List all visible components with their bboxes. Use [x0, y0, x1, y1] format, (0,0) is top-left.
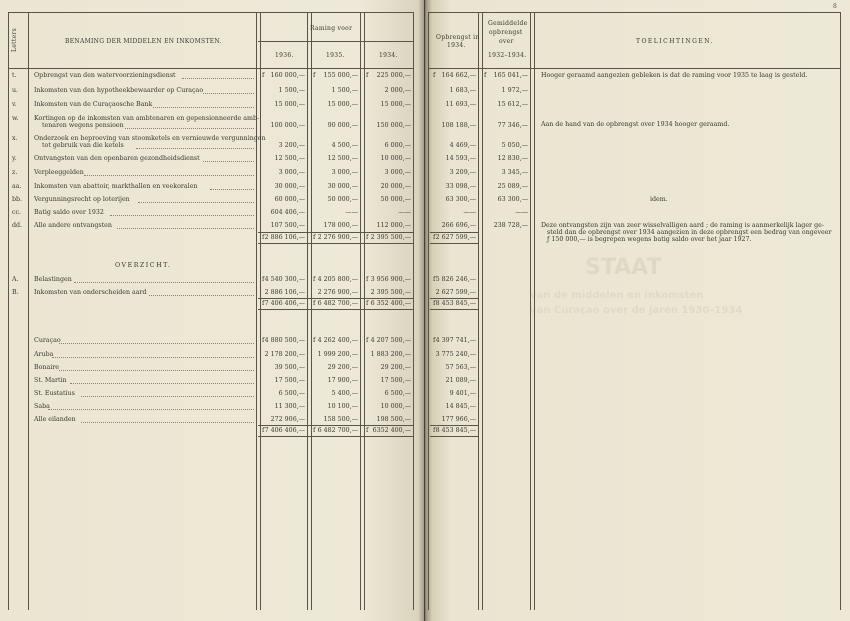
row-letter: dd. [12, 222, 23, 229]
cell-gem: 25 089,— [497, 183, 528, 190]
subtotal-rule-bottom [430, 243, 478, 244]
overzicht-total-rule [430, 298, 478, 299]
header-gemiddelde-4: 1932–1934. [488, 52, 527, 59]
island-cell-opb: 14 845,— [445, 403, 476, 410]
island-name: Bonaire [34, 364, 59, 371]
header-gemiddelde-2: opbrengst [489, 29, 523, 36]
island-cell-c1936: 272 906,— [270, 416, 305, 423]
row-letter: v. [12, 101, 17, 108]
currency-mark: f [433, 427, 436, 434]
island-name: Aruba [34, 351, 54, 358]
island-cell-c1934: 1 883 200,— [370, 351, 411, 358]
subtotal-c1935: 2 276 900,— [317, 234, 358, 241]
subtotal-c1934: 2 395 500,— [370, 234, 411, 241]
cell-c1935: 1 500,— [331, 87, 358, 94]
currency-mark: f [313, 72, 316, 79]
island-cell-c1935: 10 100,— [327, 403, 358, 410]
overzicht-cell-opb: 5 826 246,— [435, 276, 476, 283]
cell-c1935: 15 000,— [327, 101, 358, 108]
currency-mark: f [313, 427, 316, 434]
row-letter: w. [12, 115, 19, 122]
leader-dots [149, 295, 254, 296]
leader-dots [125, 128, 254, 129]
island-total-rule [258, 425, 414, 426]
cell-gem: 12 830,— [497, 155, 528, 162]
island-cell-c1935: 158 500,— [323, 416, 358, 423]
island-name: Alle eilanden [34, 416, 76, 423]
cell-c1935: 155 000,— [323, 72, 358, 79]
row-name: Verpleeggelden [34, 169, 84, 176]
note-dd-line-3: ƒ 150 000,— is begrepen wegens batig saldo over het jaar 1927. [547, 236, 752, 243]
cell-opb: 14 593,— [445, 155, 476, 162]
island-name: St. Martin [34, 377, 67, 384]
subtotal-rule [258, 232, 414, 233]
cell-c1934: 225 000,— [376, 72, 411, 79]
cell-c1935: 50 000,— [327, 196, 358, 203]
leader-dots [203, 161, 254, 162]
overzicht-name: Inkomsten van onderscheiden aard [34, 289, 147, 296]
row-name: Vergunningsrecht op loterijen [34, 196, 130, 203]
row-name: Batig saldo over 1932 [34, 209, 104, 216]
overzicht-name: Belastingen [34, 276, 72, 283]
cell-c1934: 20 000,— [380, 183, 411, 190]
header-letters: Letters [11, 28, 18, 52]
island-total-c1936: 7 406 406,— [264, 427, 305, 434]
row-name: tot gebruik van die ketels [42, 142, 124, 149]
row-letter: aa. [12, 183, 22, 190]
bleed-through-ghost-text-2: van de middelen en inkomsten [530, 290, 704, 301]
cell-opb: 4 469,— [449, 142, 476, 149]
cell-c1936: 3 000,— [278, 169, 305, 176]
overzicht-cell-c1936: 2 886 106,— [264, 289, 305, 296]
cell-opb: 164 662,— [441, 72, 476, 79]
currency-mark: f [366, 337, 369, 344]
cell-c1936: 100 000,— [270, 122, 305, 129]
currency-mark: f [433, 300, 436, 307]
island-cell-c1936: 6 500,— [278, 390, 305, 397]
note-dd-line-2: steld dan de opbrengst over 1934 aangezien in deze opbrengst een bedrag van ongeveer [547, 229, 832, 236]
cell-gem: 238 728,— [493, 222, 528, 229]
currency-mark: f [262, 72, 265, 79]
leader-dots [210, 189, 254, 190]
cell-c1934: 2 000,— [384, 87, 411, 94]
cell-opb: 1 683,— [449, 87, 476, 94]
note-dd-line-1: Deze ontvangsten zijn van zeer wisselvalligen aard ; de raming is aanmerkelijk lager ge- [541, 222, 824, 229]
cell-c1935: 178 000,— [323, 222, 358, 229]
leader-dots [70, 383, 254, 384]
leader-dots [52, 357, 254, 358]
currency-mark: f [433, 337, 436, 344]
header-year-1936: 1936. [275, 52, 294, 59]
header-gemiddelde-1: Gemiddelde [488, 20, 528, 27]
cell-opb: 266 696,— [441, 222, 476, 229]
currency-mark: f [313, 234, 316, 241]
cell-c1934: 3 000,— [384, 169, 411, 176]
cell-c1935: 3 000,— [331, 169, 358, 176]
island-total-opb: 8 453 845,— [435, 427, 476, 434]
cell-c1936: 15 000,— [274, 101, 305, 108]
cell-c1934: —— [398, 209, 411, 216]
cell-c1936: 604 406,— [270, 209, 305, 216]
header-opbrengst-2: 1934. [447, 42, 466, 49]
leader-dots [153, 107, 254, 108]
island-total-c1935: 6 482 700,— [317, 427, 358, 434]
island-cell-c1934: 10 000,— [380, 403, 411, 410]
overzicht-cell-c1935: 2 276 900,— [317, 289, 358, 296]
cell-c1935: 30 000,— [327, 183, 358, 190]
overzicht-total-rule-bottom [430, 309, 478, 310]
island-cell-c1935: 29 200,— [327, 364, 358, 371]
subtotal-rule [430, 232, 478, 233]
book-gutter [418, 0, 432, 621]
currency-mark: f [262, 300, 265, 307]
cell-c1935: 12 500,— [327, 155, 358, 162]
cell-opb: 108 188,— [441, 122, 476, 129]
cell-c1936: 12 500,— [274, 155, 305, 162]
cell-c1936: 160 000,— [270, 72, 305, 79]
overzicht-cell-c1935: 4 205 800,— [317, 276, 358, 283]
leader-dots [84, 175, 254, 176]
currency-mark: f [262, 276, 265, 283]
currency-mark: f [366, 276, 369, 283]
island-total-rule-bottom [430, 436, 478, 437]
island-cell-c1936: 17 500,— [274, 377, 305, 384]
island-cell-c1934: 29 200,— [380, 364, 411, 371]
cell-gem: 1 972,— [501, 87, 528, 94]
row-name: Inkomsten van den hypotheekbewaarder op Curaçao [34, 87, 204, 94]
currency-mark: f [262, 234, 265, 241]
bleed-through-ghost-text: STAAT [585, 255, 662, 280]
cell-c1936: 30 000,— [274, 183, 305, 190]
row-letter: y. [12, 155, 17, 162]
cell-c1934: 112 000,— [376, 222, 411, 229]
leader-dots [117, 228, 254, 229]
island-cell-opb: 4 397 741,— [435, 337, 476, 344]
row-letter: x. [12, 135, 18, 142]
row-name: Alle andere ontvangsten [34, 222, 112, 229]
cell-c1935: 90 000,— [327, 122, 358, 129]
header-year-1935: 1935. [326, 52, 345, 59]
overzicht-total-opb: 8 453 845,— [435, 300, 476, 307]
island-name: Saba [34, 403, 50, 410]
island-total-c1934: 6352 400,— [372, 427, 411, 434]
note-bb: idem. [650, 196, 668, 203]
island-cell-opb: 177 966,— [441, 416, 476, 423]
currency-mark: f [313, 337, 316, 344]
overzicht-letter: A. [12, 276, 19, 283]
bleed-through-ghost-text-3: van Curaçao over de jaren 1930–1934 [530, 305, 743, 316]
overzicht-total-c1934: 6 352 400,— [370, 300, 411, 307]
island-name: St. Eustatius [34, 390, 75, 397]
cell-gem: 63 300,— [497, 196, 528, 203]
island-cell-c1936: 2 178 200,— [264, 351, 305, 358]
row-name: Kortingen op de inkomsten van ambtenaren en gepensionneerde amb- [34, 115, 260, 122]
leader-dots [138, 202, 254, 203]
island-total-rule [430, 425, 478, 426]
header-name: BENAMING DER MIDDELEN EN INKOMSTEN. [65, 38, 222, 45]
leader-dots [59, 370, 254, 371]
row-letter: u. [12, 87, 19, 94]
cell-gem: —— [515, 209, 528, 216]
currency-mark: f [433, 234, 436, 241]
island-cell-opb: 3 775 240,— [435, 351, 476, 358]
island-total-rule-bottom [258, 436, 414, 437]
island-cell-c1935: 4 262 400,— [317, 337, 358, 344]
subtotal-c1936: 2 886 106,— [264, 234, 305, 241]
island-cell-c1934: 6 500,— [384, 390, 411, 397]
cell-c1935: —— [345, 209, 358, 216]
cell-c1934: 10 000,— [380, 155, 411, 162]
overzicht-letter: B. [12, 289, 19, 296]
cell-gem: 165 041,— [493, 72, 528, 79]
leader-dots [81, 422, 254, 423]
overzicht-title: OVERZICHT. [115, 262, 172, 269]
subtotal-rule-bottom [258, 243, 414, 244]
cell-opb: —— [463, 209, 476, 216]
leader-dots [74, 282, 254, 283]
currency-mark: f [313, 300, 316, 307]
leader-dots [48, 409, 254, 410]
header-year-1934: 1934. [379, 52, 398, 59]
cell-c1934: 150 000,— [376, 122, 411, 129]
cell-opb: 33 098,— [445, 183, 476, 190]
note-w: Aan de hand van de opbrengst over 1934 hooger geraamd. [541, 121, 730, 128]
currency-mark: f [262, 427, 265, 434]
currency-mark: f [313, 276, 316, 283]
cell-opb: 11 693,— [445, 101, 476, 108]
currency-mark: f [484, 72, 487, 79]
island-cell-c1935: 1 999 200,— [317, 351, 358, 358]
island-cell-opb: 21 089,— [445, 377, 476, 384]
leader-dots [203, 93, 254, 94]
row-name: Ontvangsten van den openbaren gezondheidsdienst [34, 155, 200, 162]
overzicht-cell-c1936: 4 540 300,— [264, 276, 305, 283]
currency-mark: f [366, 72, 369, 79]
cell-opb: 63 300,— [445, 196, 476, 203]
row-letter: cc. [12, 209, 22, 216]
cell-c1934: 50 000,— [380, 196, 411, 203]
cell-c1936: 60 000,— [274, 196, 305, 203]
row-name: tenaren wegens pensioen [42, 122, 124, 129]
row-name: Inkomsten van de Curaçaosche Bank [34, 101, 153, 108]
leader-dots [136, 148, 254, 149]
leader-dots [81, 396, 254, 397]
island-cell-c1934: 198 500,— [376, 416, 411, 423]
overzicht-total-rule [258, 298, 414, 299]
leader-dots [59, 343, 254, 344]
overzicht-cell-c1934: 3 956 900,— [370, 276, 411, 283]
cell-c1936: 107 500,— [270, 222, 305, 229]
cell-gem: 77 346,— [497, 122, 528, 129]
island-cell-c1936: 11 300,— [274, 403, 305, 410]
overzicht-cell-opb: 2 627 599,— [435, 289, 476, 296]
leader-dots [110, 215, 254, 216]
cell-c1935: 4 500,— [331, 142, 358, 149]
header-raming: Raming voor [310, 25, 353, 32]
island-cell-opb: 9 401,— [449, 390, 476, 397]
island-cell-c1934: 17 500,— [380, 377, 411, 384]
currency-mark: f [366, 300, 369, 307]
currency-mark: f [433, 72, 436, 79]
row-name: Onderzoek en beproeving van stoomketels en vernieuwde vergunningen [34, 135, 266, 142]
page-number: 8 [833, 3, 837, 10]
row-letter: z. [12, 169, 18, 176]
cell-gem: 15 612,— [497, 101, 528, 108]
island-cell-c1936: 39 500,— [274, 364, 305, 371]
header-gemiddelde-3: over [499, 38, 514, 45]
island-cell-opb: 57 563,— [445, 364, 476, 371]
row-name: Inkomsten van abattoir, markthallen en veekoralen [34, 183, 198, 190]
note-t: Hooger geraamd aangezien gebleken is dat de raming voor 1935 te laag is gesteld. [541, 72, 808, 79]
cell-gem: 3 345,— [501, 169, 528, 176]
island-cell-c1936: 4 880 500,— [264, 337, 305, 344]
island-cell-c1935: 5 400,— [331, 390, 358, 397]
currency-mark: f [366, 427, 369, 434]
overzicht-cell-c1934: 2 395 500,— [370, 289, 411, 296]
row-letter: bb. [12, 196, 23, 203]
cell-gem: 5 050,— [501, 142, 528, 149]
cell-opb: 3 209,— [449, 169, 476, 176]
cell-c1934: 6 000,— [384, 142, 411, 149]
currency-mark: f [262, 337, 265, 344]
cell-c1934: 15 000,— [380, 101, 411, 108]
row-letter: t. [12, 72, 17, 79]
overzicht-total-c1935: 6 482 700,— [317, 300, 358, 307]
currency-mark: f [366, 234, 369, 241]
header-opbrengst-1: Opbrengst in [436, 34, 480, 41]
cell-c1936: 1 500,— [278, 87, 305, 94]
island-name: Curaçao [34, 337, 61, 344]
cell-c1936: 3 200,— [278, 142, 305, 149]
currency-mark: f [433, 276, 436, 283]
subtotal-opb: 2 627 599,— [435, 234, 476, 241]
overzicht-total-c1936: 7 406 406,— [264, 300, 305, 307]
island-cell-c1935: 17 900,— [327, 377, 358, 384]
island-cell-c1934: 4 207 500,— [370, 337, 411, 344]
header-toelichtingen: TOELICHTINGEN. [636, 38, 715, 45]
row-name: Opbrengst van den watervoorzieningsdienst [34, 72, 176, 79]
leader-dots [182, 78, 254, 79]
overzicht-total-rule-bottom [258, 309, 414, 310]
